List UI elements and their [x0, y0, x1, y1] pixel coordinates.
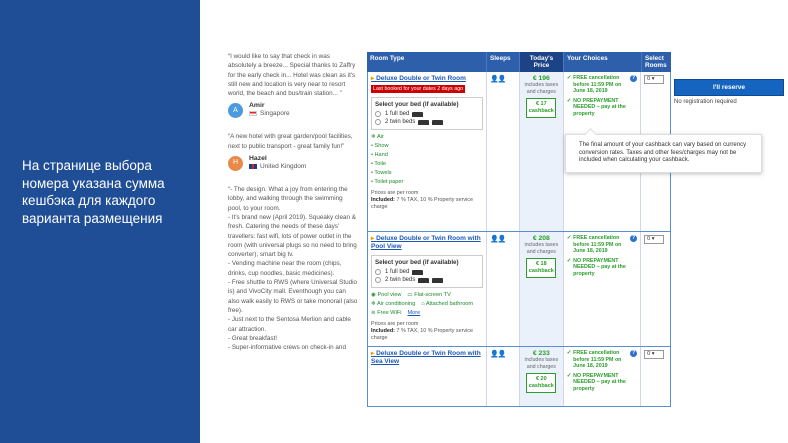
- amenity: • Toilet paper: [371, 179, 404, 185]
- price-value: € 196: [532, 75, 550, 82]
- checkmark-icon: ✓: [566, 97, 572, 104]
- person-icon: 👤👤: [490, 76, 506, 83]
- more-link[interactable]: More: [407, 310, 421, 316]
- bed-select-title: Select your bed (if available): [375, 259, 459, 266]
- checkmark-icon: ✓: [566, 75, 572, 81]
- reviewer-name: Amir: [249, 102, 265, 110]
- singapore-flag-icon: [249, 111, 257, 116]
- select-cell: [641, 347, 670, 406]
- reviewer: [228, 102, 358, 118]
- rooms-select[interactable]: 0 ▾: [644, 75, 664, 84]
- bed-icon: [418, 278, 429, 283]
- amenities-list: [371, 291, 483, 318]
- no-registration-note: No registration required: [674, 99, 737, 105]
- price-note: includes taxes and charges: [524, 82, 559, 95]
- bed-select-title: Select your bed (if available): [375, 101, 459, 108]
- header-sleeps: Sleeps: [487, 52, 520, 72]
- room-type-cell: [368, 72, 487, 231]
- room-type-cell: [368, 347, 487, 406]
- amenities-list: [371, 133, 483, 187]
- radio-button[interactable]: [375, 111, 381, 117]
- cashback-badge[interactable]: € 20 cashback: [526, 373, 556, 393]
- checkmark-icon: ✓: [566, 257, 572, 264]
- review-text: “I would like to say that check in was absolutely a breeze... Special thanks to Zaffry for the early check in... Hotel was clean as it's still new and location is very near to resort world, the beach and bus/train station... ”: [228, 53, 356, 98]
- sleeps-cell: [487, 347, 520, 406]
- price-cell: [520, 232, 564, 346]
- amenity: • Toile: [371, 161, 386, 167]
- sleeps-cell: [487, 72, 520, 231]
- select-cell: [641, 232, 670, 346]
- rooms-select[interactable]: 0 ▾: [644, 350, 664, 359]
- bed-option[interactable]: 1 full bed: [375, 110, 479, 118]
- person-icon: 👤👤: [490, 236, 506, 243]
- bed-icon: [432, 120, 443, 125]
- checkmark-icon: ✓: [566, 372, 572, 379]
- tv-amenity: ▭ Flat-screen TV: [407, 292, 451, 298]
- bed-icon: [412, 270, 423, 275]
- room-type-cell: [368, 232, 487, 346]
- price-note: includes taxes and charges: [524, 242, 559, 255]
- no-prepayment: ✓ NO PREPAYMENT NEEDED – pay at the property: [566, 257, 626, 277]
- room-table: [367, 52, 671, 407]
- price-cell: [520, 72, 564, 231]
- header-room-type: Room Type: [367, 52, 487, 72]
- reviewer: [228, 155, 358, 171]
- no-prepayment: ✓ NO PREPAYMENT NEEDED – pay at the property: [566, 372, 626, 392]
- reviews-column: [228, 52, 358, 356]
- slide-left-panel: [0, 0, 200, 443]
- info-icon[interactable]: ?: [632, 350, 636, 356]
- cashback-badge[interactable]: € 18 cashback: [526, 258, 556, 278]
- last-booked-badge: Last booked for your dates 2 days ago: [373, 86, 464, 92]
- no-prepayment: ✓ NO PREPAYMENT NEEDED – pay at the property: [566, 97, 626, 117]
- reviewer-country: Singapore: [249, 110, 290, 118]
- free-cancellation: ✓ FREE cancellation before 11:59 PM on June 18, 2019 ?: [566, 350, 636, 369]
- bed-option[interactable]: 2 twin beds: [375, 118, 479, 126]
- wifi-amenity: ≋ Free WiFi: [371, 310, 402, 316]
- room-name-link[interactable]: ▸ Deluxe Double or Twin Room with Sea View: [371, 350, 483, 366]
- price-note: includes taxes and charges: [524, 357, 559, 370]
- bed-icon: [432, 278, 443, 283]
- radio-button[interactable]: [375, 269, 381, 275]
- price-cell: [520, 347, 564, 406]
- reserve-panel: [674, 79, 784, 105]
- header-price: Today's Price: [520, 52, 564, 72]
- info-icon[interactable]: ?: [632, 235, 636, 241]
- bathroom-amenity: ⌂ Attached bathroom: [421, 301, 474, 307]
- amenity: • Show: [371, 143, 389, 149]
- uk-flag-icon: [249, 164, 257, 169]
- radio-button[interactable]: [375, 277, 381, 283]
- reviewer-name: Hazel: [249, 155, 267, 163]
- review-text: “A new hotel with great garden/pool facilities, next to public transport - great family fun!”: [228, 133, 353, 150]
- choices-cell: [564, 347, 641, 406]
- prices-note: Prices are per room Included: 7 % TAX, 10 % Property service charge: [371, 321, 473, 341]
- checkmark-icon: ✓: [566, 235, 572, 241]
- free-cancellation: ✓ FREE cancellation before 11:59 PM on June 18, 2019 ?: [566, 235, 636, 254]
- sleeps-cell: [487, 232, 520, 346]
- price-value: € 208: [532, 235, 550, 242]
- cashback-tooltip: The final amount of your cashback can vary based on currency conversion rates. Taxes and other fees/charges may not be included when calculating your cashback.: [565, 134, 762, 173]
- amenity: • Hand: [371, 152, 388, 158]
- room-name-link[interactable]: ▸ Deluxe Double or Twin Room: [371, 75, 483, 83]
- bed-icon: [418, 120, 429, 125]
- booking-screenshot: [200, 0, 788, 443]
- reviewer-country: United Kingdom: [249, 163, 306, 171]
- bed-select-box: [371, 255, 483, 288]
- checkmark-icon: ✓: [566, 350, 572, 356]
- table-row: [367, 232, 671, 347]
- info-icon[interactable]: ?: [632, 75, 636, 81]
- person-icon: 👤👤: [490, 351, 506, 358]
- pool-view-amenity: ◉ Pool view: [371, 292, 402, 298]
- bed-option[interactable]: 1 full bed: [375, 268, 479, 276]
- slide-caption: На странице выбора номера указана сумма кешбэка для каждого варианта размещения: [22, 158, 165, 226]
- rooms-select[interactable]: 0 ▾: [644, 235, 664, 244]
- avatar: A: [228, 103, 243, 118]
- reserve-button[interactable]: I'll reserve: [674, 79, 784, 96]
- bed-option[interactable]: 2 twin beds: [375, 276, 479, 284]
- table-row: [367, 347, 671, 407]
- bed-select-box: [371, 97, 483, 130]
- header-select: Select Rooms: [645, 55, 667, 69]
- cashback-badge[interactable]: € 17 cashback: [526, 98, 556, 118]
- radio-button[interactable]: [375, 119, 381, 125]
- bed-icon: [412, 112, 423, 117]
- review-text: “- The design. What a joy from entering the lobby, and walking through the swimming pool, to your room. - It's brand new (April 2019). Squeaky clean & fresh. Catering the needs of these days' travellers: fast wifi, lots of power outlet in the room (with universal plugs so no need to bring converter), smart big tv. - Vending machine near the room (chips, drinks, cup noodles, basic medicines). - Free shuttle to RWS (where Universal Studio is) and VivoCity mall. Eventhough you can also walk easily to RWS or take monorail (also free). - Just next to the Sentosa Merlion and cable car attraction. - Great breakfast! - Super-informative crews on check-in and: [228, 186, 358, 352]
- ac-amenity: ❄ Air conditioning: [371, 301, 416, 307]
- prices-note: Prices are per room Included: 7 % TAX, 10 % Property service charge: [371, 190, 473, 210]
- room-name-link[interactable]: ▸ Deluxe Double or Twin Room with Pool View: [371, 235, 483, 251]
- table-header: [367, 52, 671, 72]
- amenity: ❄ Air: [371, 134, 384, 140]
- free-cancellation: ✓ FREE cancellation before 11:59 PM on June 18, 2019 ?: [566, 75, 636, 94]
- header-choices: Your Choices: [564, 52, 642, 72]
- amenity: • Towels: [371, 170, 392, 176]
- price-value: € 233: [532, 350, 550, 357]
- avatar: H: [228, 156, 243, 171]
- choices-cell: [564, 232, 641, 346]
